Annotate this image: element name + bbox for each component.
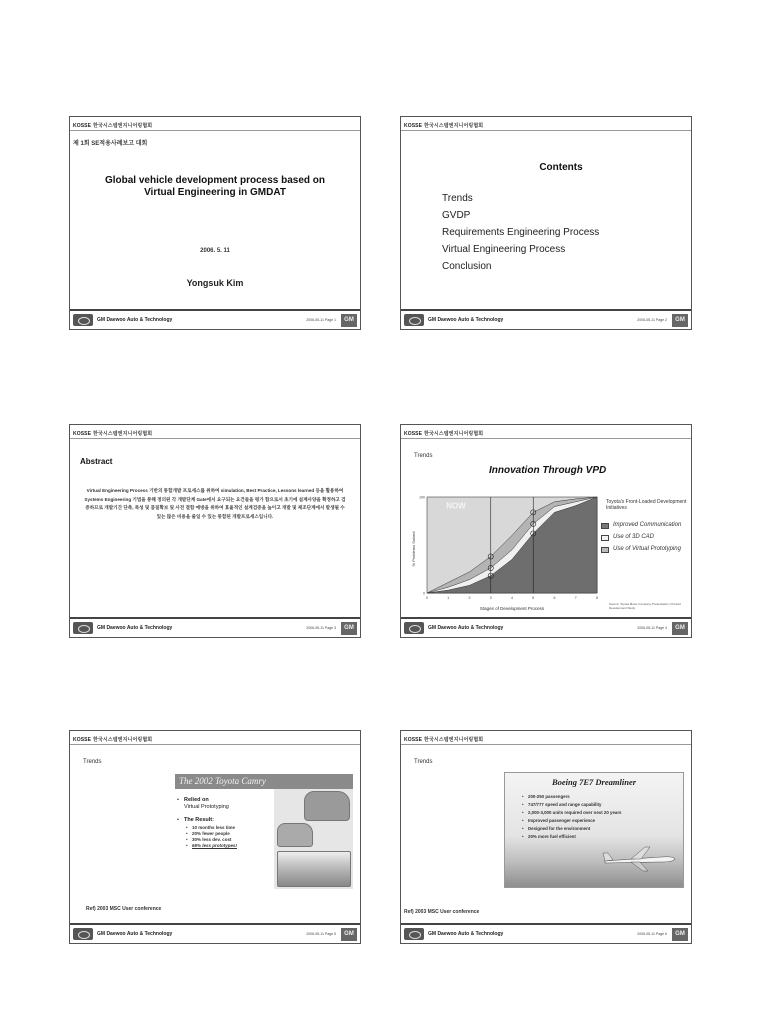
list-item: • The Result: • 10 months less time • 20% fewer people • 30% less dev. cost • 65% less prototypes! <box>176 817 237 849</box>
slide-header: KOSSE 한국시스템엔지니어링협회 <box>73 431 153 437</box>
boeing-bullets <box>521 793 621 841</box>
gm-daewoo-logo-icon <box>73 622 93 634</box>
list-item: Requirements Engineering Process <box>442 227 600 238</box>
slide-footer: GM Daewoo Auto & Technology 2006-05-11 Page 5 GM <box>70 923 360 943</box>
slide-innovation-vpd <box>400 424 692 638</box>
slide-header: KOSSE 한국시스템엔지니어링협회 <box>404 123 484 129</box>
slide-heading: Contents <box>539 162 583 173</box>
list-item: • Improved passenger experience <box>521 817 621 825</box>
reference: Ref) 2003 MSC User conference <box>404 909 480 915</box>
legend-item: Use of 3D CAD <box>599 534 691 541</box>
gm-daewoo-logo-icon <box>404 928 424 940</box>
section-label: Trends <box>414 453 433 459</box>
boeing-title: Boeing 7E7 Dreamliner <box>551 777 637 787</box>
chart-legend <box>599 522 691 558</box>
gm-logo-icon: GM <box>341 622 357 635</box>
slide-footer: GM Daewoo Auto & Technology 2006-05-11 Page 6 GM <box>401 923 691 943</box>
slide-header: KOSSE 한국시스템엔지니어링협회 <box>404 431 484 437</box>
legend-title: Toyota's Front-Loaded Development Initiatives <box>606 499 687 511</box>
page-number: 2006-05-11 Page 5 <box>306 932 336 936</box>
slide-footer: GM Daewoo Auto & Technology 2006-05-11 Page 3 GM <box>70 617 360 637</box>
mountain-scene-icon <box>277 851 351 887</box>
x-tick-label: 3 <box>489 596 492 600</box>
slide-boeing-7e7 <box>400 730 692 944</box>
x-axis-label: Stages of Development Process <box>479 606 545 611</box>
gm-logo-icon: GM <box>341 928 357 941</box>
slide-footer: GM Daewoo Auto & Technology 2006-05-11 Page 4 GM <box>401 617 691 637</box>
presentation-author: Yongsuk Kim <box>186 278 244 288</box>
legend-item: Use of Virtual Prototyping <box>599 546 691 553</box>
header-divider <box>70 744 360 745</box>
x-tick-label: 4 <box>511 596 513 600</box>
y-tick-label: 0 <box>423 591 425 596</box>
list-item: GVDP <box>442 210 471 221</box>
x-tick-label: 8 <box>596 596 598 600</box>
abstract-text: Virtual Engineering Process 기반의 통합개발 프로세스를 위하여 simulation, Best Practice, Lessons learned 등을 활용하여 Systems Engineering 기법을 통해 정의된 각 개발단계 Gate에서 요구되는 요건들을 평가 함으로서 초기에 설계사양을 확정하고 검증하므로 개발기간 단축, 특성 및 품질확보 및 사전 결함 예방을 위하여 효율적인 설계검증을 높이고 개발 및 제조단계에서 발생될 수 있는 많은 비용을 줄일 수 있는 통합된 개발프로세스입니다. <box>84 488 346 519</box>
list-item: • 747/777 speed and range capability <box>521 801 621 809</box>
gm-logo-icon: GM <box>672 314 688 327</box>
airplane-icon <box>601 843 677 873</box>
car-photo-icon <box>304 791 350 821</box>
slide-heading: Innovation Through VPD <box>489 465 607 476</box>
y-axis-label: % Problems Solved <box>411 531 416 567</box>
event-name: 제 1회 SE적용사례보고 대회 <box>73 141 148 147</box>
camry-photo-panel <box>274 789 353 889</box>
list-item: Trends <box>442 193 473 204</box>
slide-contents <box>400 116 692 330</box>
slide-header: KOSSE 한국시스템엔지니어링협회 <box>73 123 153 129</box>
x-tick-label: 2 <box>468 596 471 600</box>
y-tick-label: 100 <box>419 495 425 500</box>
list-item: • 2,000-3,000 units required over next 20 years <box>521 809 621 817</box>
list-item: • 20% more fuel efficient <box>521 833 621 841</box>
slide-footer: GM Daewoo Auto & Technology 2006-05-11 Page 2 GM <box>401 309 691 329</box>
slide-heading: Abstract <box>80 457 113 466</box>
gm-daewoo-logo-icon <box>73 314 93 326</box>
slide-header: KOSSE 한국시스템엔지니어링협회 <box>404 737 484 743</box>
slide-title <box>69 116 361 330</box>
gm-logo-icon: GM <box>672 622 688 635</box>
list-item: Conclusion <box>442 261 492 272</box>
x-tick-label: 6 <box>553 596 556 600</box>
list-item: • Relied on Virtual Prototyping <box>176 797 237 810</box>
car-rendering-icon <box>277 823 313 847</box>
result-item: • 30% less dev. cost <box>184 837 237 843</box>
reference: Ref) 2003 MSC User conference <box>86 906 162 912</box>
now-annotation: NOW <box>446 501 466 511</box>
result-item: • 65% less prototypes! <box>184 843 237 849</box>
camry-bullets <box>176 797 237 853</box>
boeing-panel <box>504 772 684 888</box>
header-divider <box>70 130 360 131</box>
page-number: 2006-05-11 Page 6 <box>637 932 667 936</box>
section-label: Trends <box>414 759 433 765</box>
page-number: 2006-05-11 Page 3 <box>306 626 336 630</box>
x-tick-label: 5 <box>532 596 535 600</box>
page-number: 2006-05-11 Page 2 <box>637 318 667 322</box>
contents-list <box>442 190 599 275</box>
gm-logo-icon: GM <box>341 314 357 327</box>
header-divider <box>401 744 691 745</box>
list-item: Virtual Engineering Process <box>442 244 566 255</box>
slide-abstract <box>69 424 361 638</box>
x-tick-label: 0 <box>426 596 428 600</box>
header-divider <box>401 130 691 131</box>
chart-source: Source: Toyota Motor Company Presentation; Product Development Study <box>609 602 681 610</box>
gm-daewoo-logo-icon <box>404 622 424 634</box>
slide-toyota-camry <box>69 730 361 944</box>
header-divider <box>70 438 360 439</box>
legend-swatch <box>601 547 609 553</box>
result-item: • 20% fewer people <box>184 831 237 837</box>
gm-logo-icon: GM <box>672 928 688 941</box>
slide-footer: GM Daewoo Auto & Technology 2006-05-11 Page 1 GM <box>70 309 360 329</box>
x-tick-label: 1 <box>447 596 450 600</box>
slide-header: KOSSE 한국시스템엔지니어링협회 <box>73 737 153 743</box>
camry-banner: The 2002 Toyota Camry <box>175 774 353 789</box>
legend-swatch <box>601 535 609 541</box>
legend-swatch <box>601 523 609 529</box>
x-tick-label: 7 <box>574 596 577 600</box>
result-list <box>184 825 237 849</box>
gm-daewoo-logo-icon <box>404 314 424 326</box>
page-number: 2006-05-11 Page 4 <box>637 626 667 630</box>
list-item: • Designed for the environment <box>521 825 621 833</box>
result-item: • 10 months less time <box>184 825 237 831</box>
header-divider <box>401 438 691 439</box>
presentation-title: Global vehicle development process based on Virtual Engineering in GMDAT <box>104 175 326 198</box>
section-label: Trends <box>83 759 102 765</box>
list-item: • 200-250 passengers <box>521 793 621 801</box>
presentation-date: 2006. 5. 11 <box>200 248 230 254</box>
vpd-area-chart <box>407 491 602 615</box>
legend-item: Improved Communication <box>599 522 691 529</box>
page-number: 2006-05-11 Page 1 <box>306 318 336 322</box>
gm-daewoo-logo-icon <box>73 928 93 940</box>
